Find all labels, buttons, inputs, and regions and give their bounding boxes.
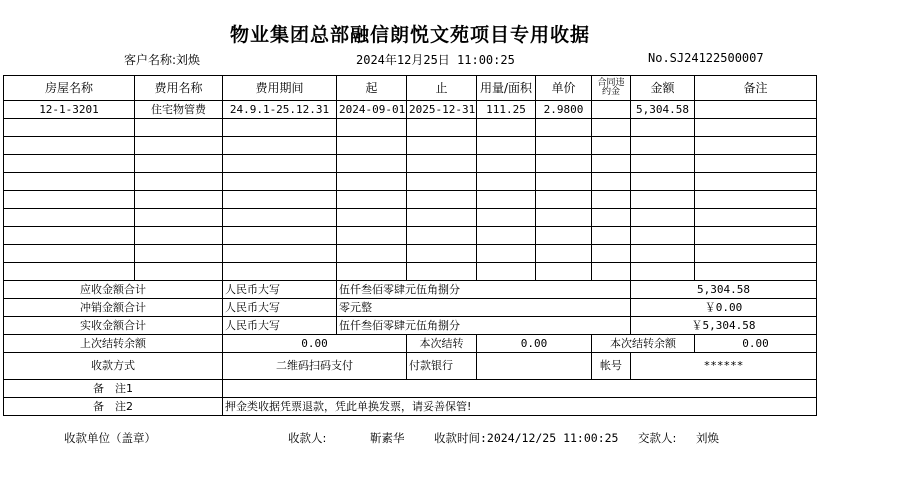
receivable-value: 5,304.58 bbox=[631, 281, 817, 299]
receipt-datetime: 2024年12月25日 11:00:25 bbox=[356, 53, 515, 67]
empty-row bbox=[4, 173, 817, 191]
last-balance-label: 上次结转余额 bbox=[4, 335, 223, 353]
receipt-title: 物业集团总部融信朗悦文苑项目专用收据 bbox=[229, 24, 590, 46]
cell-price: 2.9800 bbox=[536, 101, 592, 119]
offset-value: ￥0.00 bbox=[631, 299, 817, 317]
col-amount: 金额 bbox=[631, 76, 695, 101]
col-fee-name: 费用名称 bbox=[135, 76, 223, 101]
actual-rmb-label: 人民币大写 bbox=[223, 317, 337, 335]
cell-remark bbox=[695, 101, 817, 119]
this-carry-label: 本次结转 bbox=[407, 335, 477, 353]
empty-row bbox=[4, 119, 817, 137]
col-house: 房屋名称 bbox=[4, 76, 135, 101]
cell-start: 2024-09-01 bbox=[337, 101, 407, 119]
col-period: 费用期间 bbox=[223, 76, 337, 101]
this-balance-label: 本次结转余额 bbox=[592, 335, 695, 353]
receipt-number: No.SJ24122500007 bbox=[648, 51, 764, 65]
cell-period: 24.9.1-25.12.31 bbox=[223, 101, 337, 119]
empty-row bbox=[4, 263, 817, 281]
account-label: 帐号 bbox=[592, 353, 631, 380]
cell-end: 2025-12-31 bbox=[407, 101, 477, 119]
footer-unit: 收款单位（盖章） bbox=[64, 431, 156, 445]
note1-label: 备 注1 bbox=[4, 380, 223, 398]
offset-label: 冲销金额合计 bbox=[4, 299, 223, 317]
footer-payer-label: 交款人: bbox=[638, 431, 677, 445]
cell-penalty bbox=[592, 101, 631, 119]
this-balance-value: 0.00 bbox=[695, 335, 817, 353]
footer-payee-label: 收款人: bbox=[288, 431, 327, 445]
payment-row bbox=[4, 353, 817, 380]
actual-words: 伍仟叁佰零肆元伍角捌分 bbox=[337, 317, 631, 335]
empty-row bbox=[4, 227, 817, 245]
payment-method-value: 二维码扫码支付 bbox=[223, 353, 407, 380]
footer-payee: 靳素华 bbox=[370, 431, 405, 445]
col-start: 起 bbox=[337, 76, 407, 101]
cell-house: 12-1-3201 bbox=[4, 101, 135, 119]
table-row bbox=[4, 101, 817, 119]
actual-label: 实收金额合计 bbox=[4, 317, 223, 335]
bank-label: 付款银行 bbox=[407, 353, 477, 380]
balance-row bbox=[4, 335, 817, 353]
offset-rmb-label: 人民币大写 bbox=[223, 299, 337, 317]
footer-payer: 刘焕 bbox=[696, 431, 719, 445]
offset-total-row bbox=[4, 299, 817, 317]
empty-row bbox=[4, 245, 817, 263]
bank-value bbox=[477, 353, 592, 380]
receivable-rmb-label: 人民币大写 bbox=[223, 281, 337, 299]
last-balance-value: 0.00 bbox=[223, 335, 407, 353]
receivable-words: 伍仟叁佰零肆元伍角捌分 bbox=[337, 281, 631, 299]
col-penalty: 合同违约金 bbox=[592, 76, 631, 101]
footer-time: 收款时间:2024/12/25 11:00:25 bbox=[434, 431, 619, 445]
col-remark: 备注 bbox=[695, 76, 817, 101]
note2-label: 备 注2 bbox=[4, 398, 223, 416]
note1-value bbox=[223, 380, 817, 398]
cell-amount: 5,304.58 bbox=[631, 101, 695, 119]
note2-value: 押金类收据凭票退款，凭此单换发票，请妥善保管! bbox=[223, 398, 817, 416]
cell-usage: 111.25 bbox=[477, 101, 536, 119]
payment-method-label: 收款方式 bbox=[4, 353, 223, 380]
account-value: ****** bbox=[631, 353, 817, 380]
col-end: 止 bbox=[407, 76, 477, 101]
receipt-table bbox=[3, 75, 817, 416]
customer-name: 客户名称:刘焕 bbox=[124, 53, 201, 67]
empty-row bbox=[4, 209, 817, 227]
this-carry-value: 0.00 bbox=[477, 335, 592, 353]
cell-fee-name: 住宅物管费 bbox=[135, 101, 223, 119]
offset-words: 零元整 bbox=[337, 299, 631, 317]
empty-row bbox=[4, 155, 817, 173]
actual-total-row bbox=[4, 317, 817, 335]
col-price: 单价 bbox=[536, 76, 592, 101]
note1-row bbox=[4, 380, 817, 398]
receivable-total-row bbox=[4, 281, 817, 299]
empty-row bbox=[4, 191, 817, 209]
empty-row bbox=[4, 137, 817, 155]
receivable-label: 应收金额合计 bbox=[4, 281, 223, 299]
actual-value: ￥5,304.58 bbox=[631, 317, 817, 335]
table-header-row bbox=[4, 76, 817, 101]
col-usage: 用量/面积 bbox=[477, 76, 536, 101]
note2-row bbox=[4, 398, 817, 416]
